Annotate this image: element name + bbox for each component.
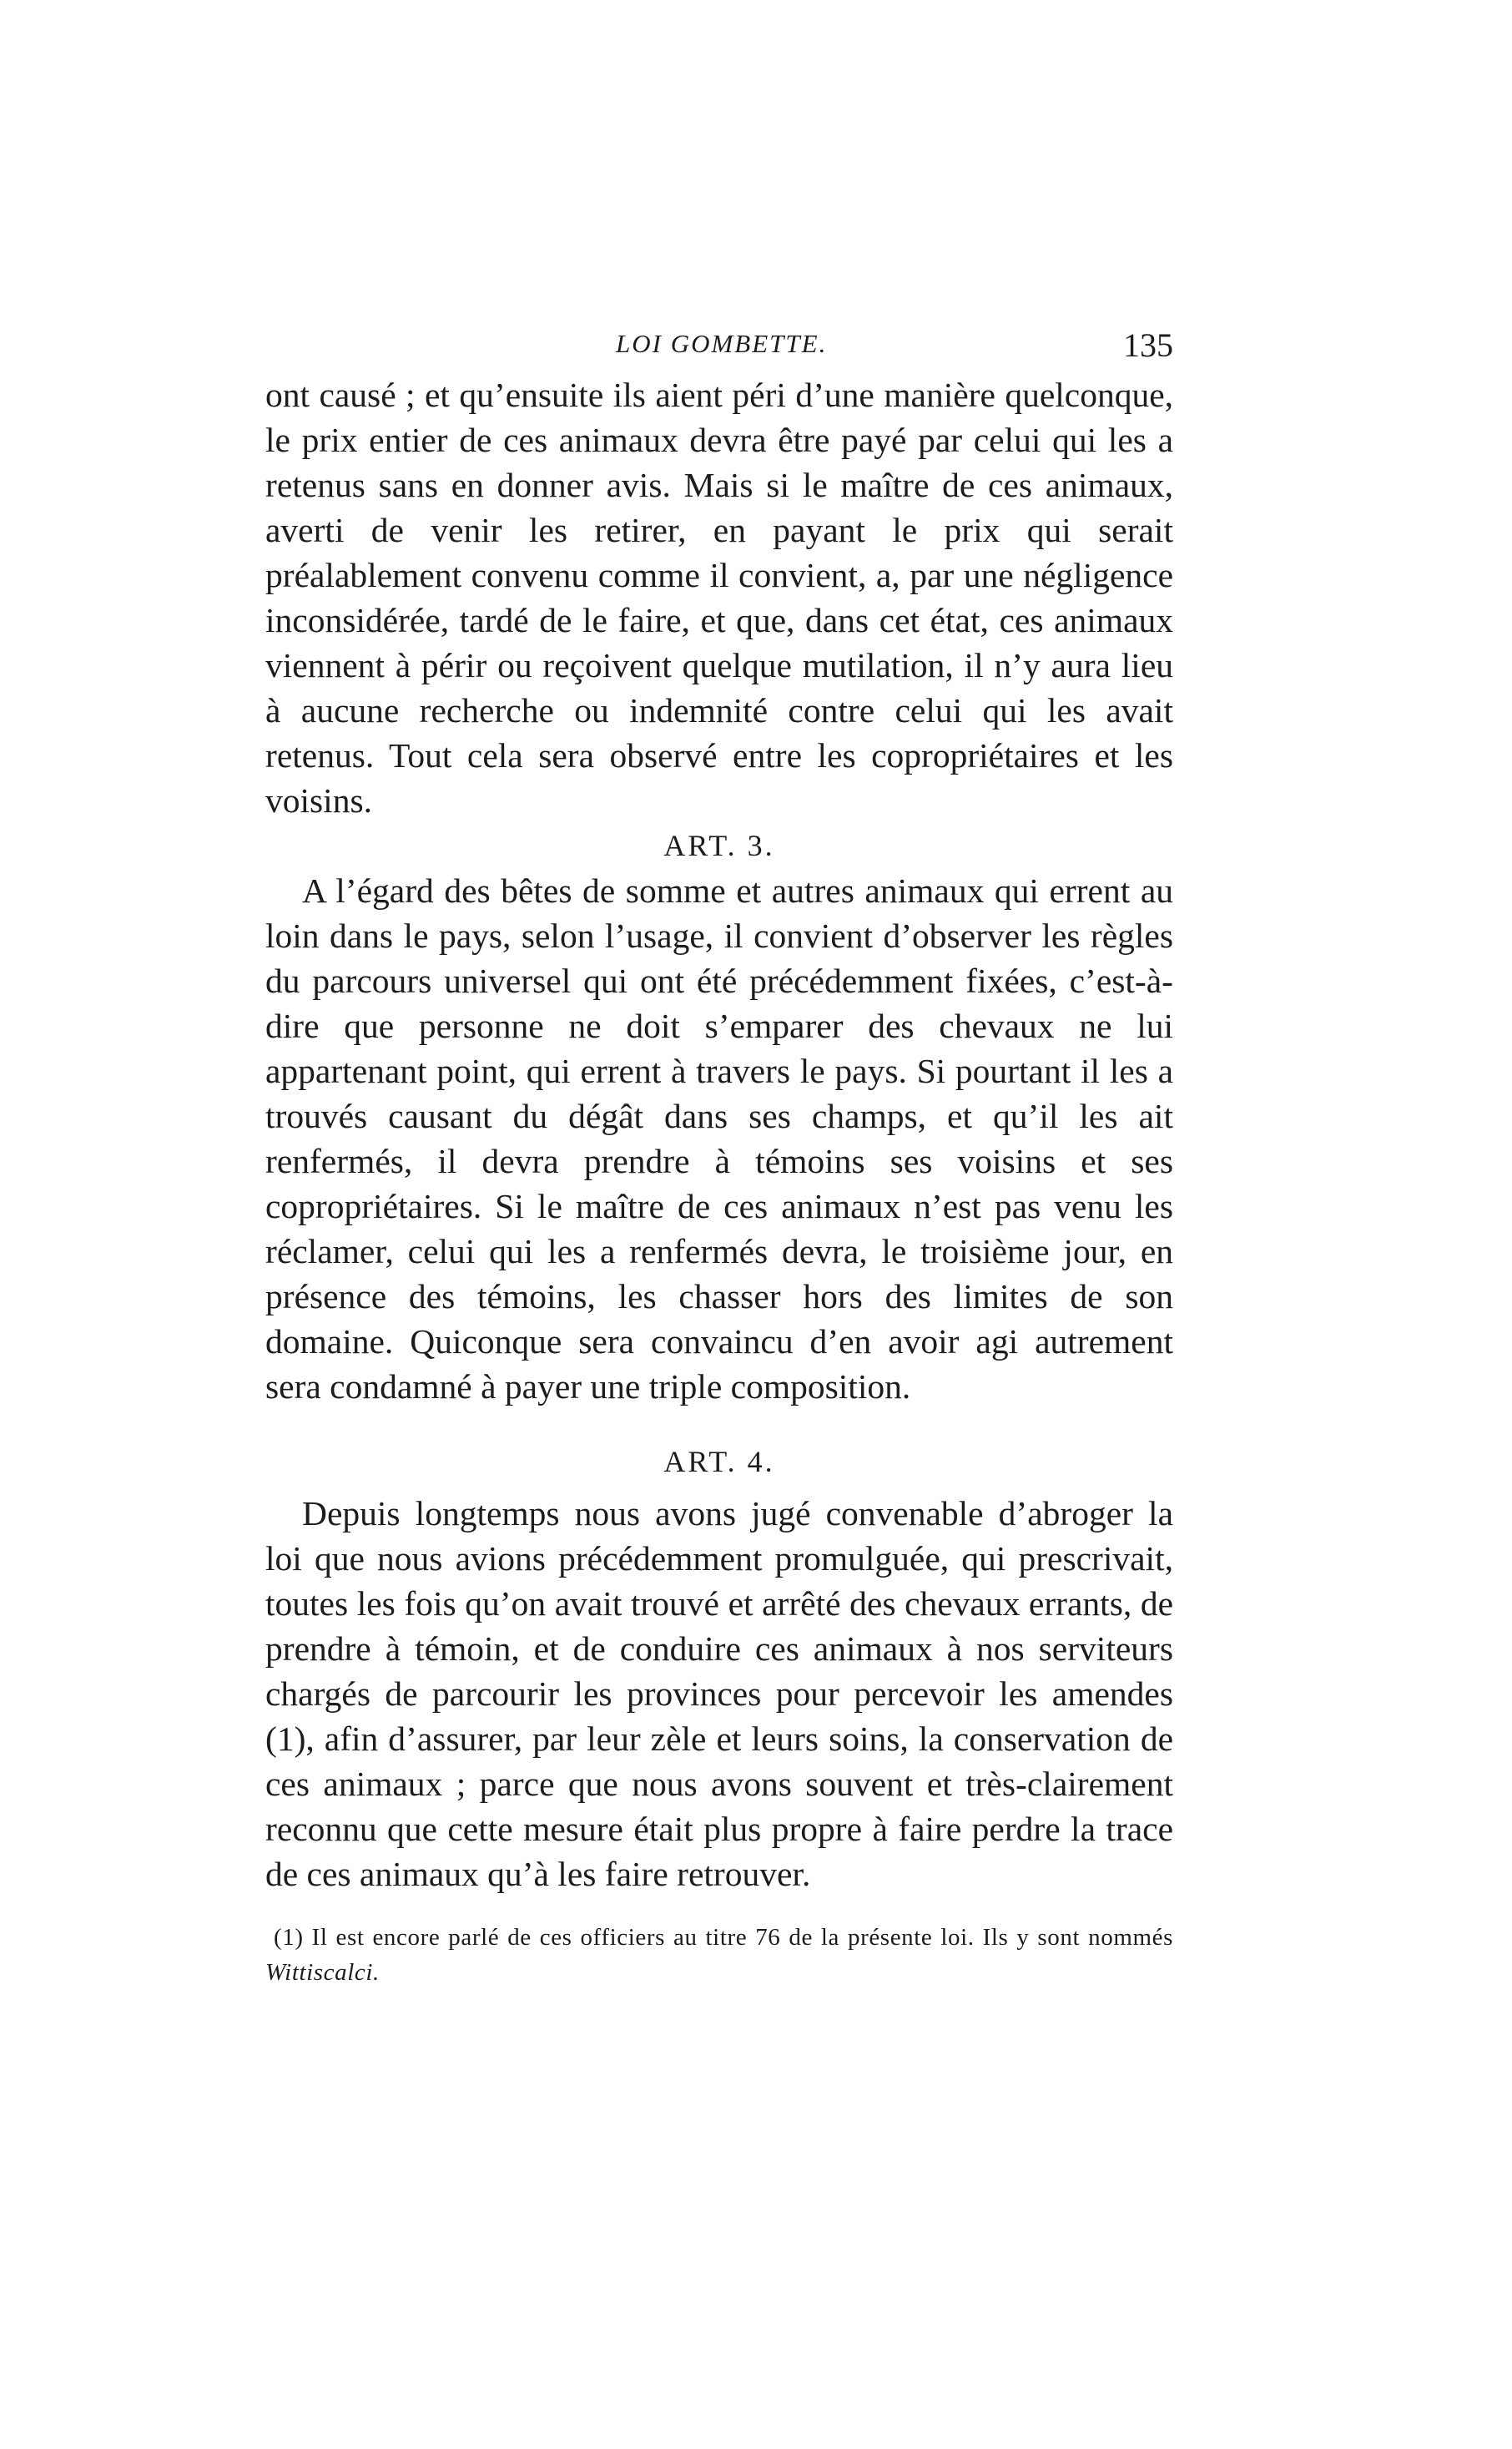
- footnote: [265, 1920, 1173, 1990]
- article-3-heading: ART. 3.: [663, 829, 775, 862]
- footnote-text: Il est encore parlé de ces officiers au titre 76 de la présente loi. Ils y sont nommés: [311, 1924, 1173, 1951]
- continuation-paragraph: ont causé ; et qu’ensuite ils aient péri d’une manière quelconque, le prix entier de ces animaux devra être payé par celui qui les a retenus sans en donner avis. Mais si le maître de ces animaux, averti de venir les retirer, en payant le prix qui serait préalablement convenu comme il convient, a, par une négligence inconsidérée, tardé de le faire, et que, dans cet état, ces animaux viennent à périr ou reçoivent quelque mutilation, il n’y aura lieu à aucune recherche ou indemnité contre celui qui les avait retenus. Tout cela sera observé entre les copropriétaires et les voisins.: [265, 376, 1173, 820]
- running-head: [265, 326, 1173, 367]
- article-3-text: A l’égard des bêtes de somme et autres animaux qui errent au loin dans le pays, selon l’usage, il convient d’observer les règles du parcours universel qui ont été précédemment fixées, c’est-à-dire que personne ne doit s’emparer des chevaux ne lui appartenant point, qui errent à travers le pays. Si pourtant il les a trouvés causant du dégât dans ses champs, et qu’il les ait renfermés, il devra prendre à témoins ses voisins et ses copropriétaires. Si le maître de ces animaux n’est pas venu les réclamer, celui qui les a renfermés devra, le troisième jour, en présence des témoins, les chasser hors des limites de son domaine. Quiconque sera convaincu d’en avoir agi autrement sera condamné à payer une triple composition.: [265, 871, 1173, 1406]
- article-4-text: [265, 1491, 1173, 1896]
- book-page: [265, 326, 1173, 2014]
- footnote-reference[interactable]: (1): [265, 1719, 306, 1758]
- footnote-mark: (1): [274, 1924, 304, 1951]
- article-4-heading: ART. 4.: [663, 1445, 775, 1478]
- footnote-italic-term: Wittiscalci.: [265, 1959, 380, 1986]
- article-4-text-part-1: Depuis longtemps nous avons jugé convenable d’abroger la loi que nous avions précédemment promulguée, qui prescrivait, toutes les fois qu’on avait trouvé et arrêté des chevaux errants, de prendre à témoin, et de conduire ces animaux à nos serviteurs chargés de parcourir les provinces pour percevoir les amendes: [265, 1494, 1173, 1713]
- article-4-text-part-2: , afin d’assurer, par leur zèle et leurs soins, la conservation de ces animaux ; parce que nous avons souvent et très-clairement reconnu que cette mesure était plus propre à faire perdre la trace de ces animaux qu’à les faire retrouver.: [265, 1719, 1173, 1893]
- running-head-title: LOI GOMBETTE.: [616, 329, 828, 358]
- page-number: 135: [1123, 326, 1173, 364]
